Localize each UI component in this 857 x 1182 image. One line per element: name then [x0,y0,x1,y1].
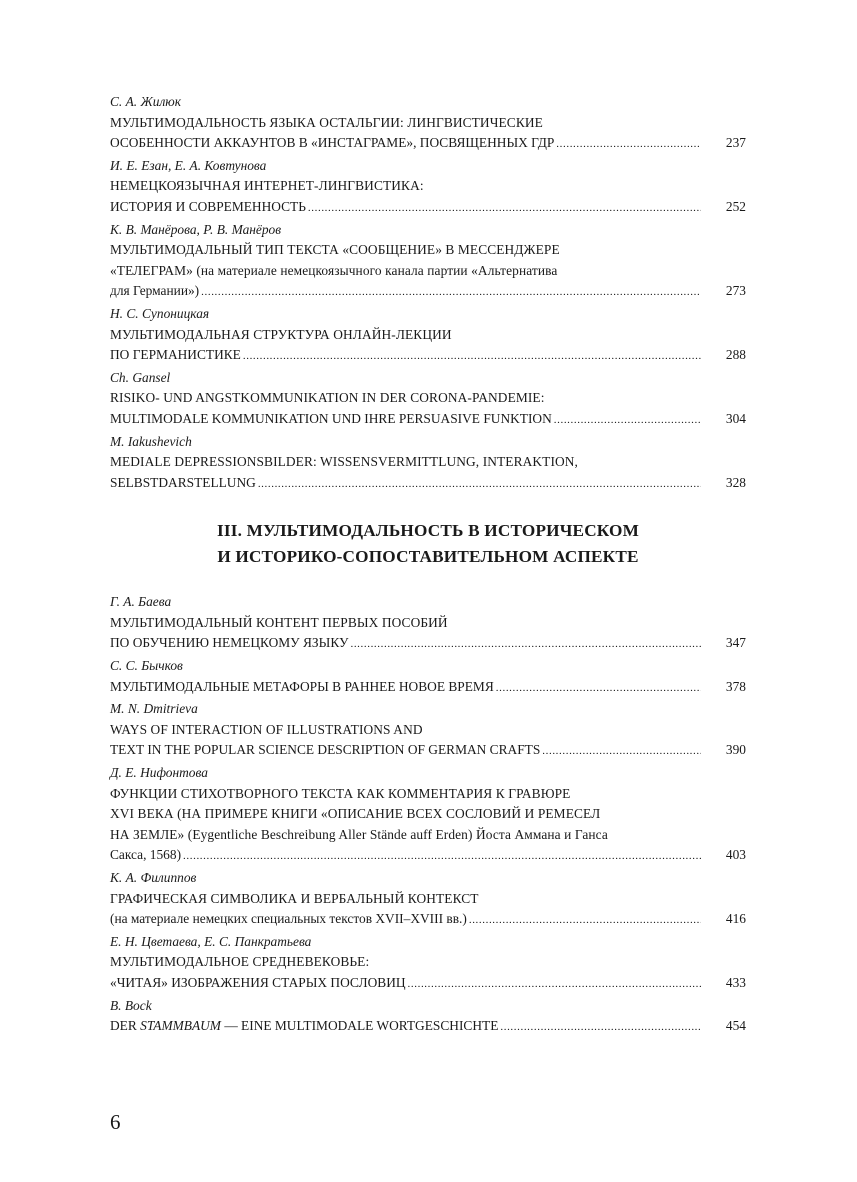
entry-title-line: WAYS OF INTERACTION OF ILLUSTRATIONS AND [110,721,423,737]
entry-title-line: «ЧИТАЯ» ИЗОБРАЖЕНИЯ СТАРЫХ ПОСЛОВИЦ [110,974,406,990]
page-number: 304 [725,410,746,426]
entry-title-last-line [110,909,746,931]
entry-author: С. А. Жилюк [110,94,182,109]
entry-author: B. Bock [110,997,152,1013]
entry-title-line: МУЛЬТИМОДАЛЬНЫЙ КОНТЕНТ ПЕРВЫХ ПОСОБИЙ [110,614,448,630]
entry-title-last-line [110,740,746,762]
entry-title-line: «ТЕЛЕГРАМ» (на материале немецкоязычного канала партии «Альтернатива [110,262,558,278]
toc-entry [110,432,746,495]
toc-entry [110,92,746,155]
entry-author: Ch. Gansel [110,369,171,385]
dot-leader [469,910,701,931]
entry-title-line: RISIKO- UND ANGSTKOMMUNIKATION IN DER CORONA-PANDEMIE: [110,390,545,406]
dot-leader [496,678,701,699]
entry-author: M. N. Dmitrieva [110,701,198,717]
entry-title-line: ОСОБЕННОСТИ АККАУНТОВ В «ИНСТАГРАМЕ», ПОСВЯЩЕННЫХ ГДР [110,135,555,151]
entry-title-last-line [110,281,746,303]
entry-author: Г. А. Баева [110,594,172,610]
dot-leader [258,474,701,495]
entry-author: Д. Е. Нифонтова [110,765,208,781]
entry-title-line: ГРАФИЧЕСКАЯ СИМВОЛИКА И ВЕРБАЛЬНЫЙ КОНТЕКСТ [110,890,479,906]
toc-entry [110,156,746,219]
toc-entry [110,699,746,762]
entry-title-line: ПО ГЕРМАНИСТИКЕ [110,347,241,363]
entry-title-last-line [110,409,746,431]
entry-title-line: XVI ВЕКА (НА ПРИМЕРЕ КНИГИ «ОПИСАНИЕ ВСЕХ СОСЛОВИЙ И РЕМЕСЕЛ [110,806,601,822]
toc-entry [110,932,746,995]
entry-author: M. Iakushevich [110,433,192,449]
table-of-contents [110,92,746,1038]
page-number: 416 [725,911,746,927]
dot-leader [554,410,701,431]
page-number: 403 [725,847,746,863]
entry-title-last-line [110,973,746,995]
toc-entry [110,996,746,1038]
entry-author: Н. С. Супоницкая [110,305,210,321]
entry-title-line: НА ЗЕМЛЕ» (Eygentliche Beschreibung Aller Stände auff Erden) Йоста Аммана и Ганса [110,826,608,842]
entry-title-last-line [110,133,746,155]
entry-title-line: МУЛЬТИМОДАЛЬНЫЙ ТИП ТЕКСТА «СООБЩЕНИЕ» В МЕССЕНДЖЕРЕ [110,242,560,258]
page-number: 378 [725,678,746,694]
page-number: 328 [725,474,746,490]
toc-entry [110,368,746,431]
page-number-footer: 6 [110,1110,121,1134]
entry-title-last-line [110,473,746,495]
page-number: 288 [725,347,746,363]
page-number: 454 [725,1018,746,1034]
toc-entry [110,304,746,367]
entry-title-line: МУЛЬТИМОДАЛЬНОСТЬ ЯЗЫКА ОСТАЛЬГИИ: ЛИНГВИСТИЧЕСКИЕ [110,114,543,130]
entry-author: К. В. Манёрова, Р. В. Манёров [110,221,282,237]
entry-title-last-line [110,197,746,219]
section-heading-line: И ИСТОРИКО-СОПОСТАВИТЕЛЬНОМ АСПЕКТЕ [217,547,639,567]
entry-title-italic: STAMMBAUM [140,1018,221,1034]
toc-entry [110,220,746,303]
dot-leader [556,134,701,155]
entry-title-line: TEXT IN THE POPULAR SCIENCE DESCRIPTION OF GERMAN CRAFTS [110,742,541,758]
page-number: 390 [725,742,746,758]
section-heading [110,518,746,570]
entry-title-line: MULTIMODALE KOMMUNIKATION UND IHRE PERSUASIVE FUNKTION [110,410,552,426]
entry-title-last-line [110,1016,746,1038]
page-number: 433 [725,974,746,990]
toc-entry [110,868,746,931]
entry-author: С. С. Бычков [110,658,183,674]
entry-title-line [110,1016,498,1037]
toc-entry [110,656,746,698]
entry-title-line: (на материале немецких специальных текстов XVII–XVIII вв.) [110,911,467,927]
page-number: 252 [725,198,746,214]
entry-title-line: НЕМЕЦКОЯЗЫЧНАЯ ИНТЕРНЕТ-ЛИНГВИСТИКА: [110,178,424,194]
toc-entry [110,763,746,867]
dot-leader [350,634,701,655]
page-number: 237 [725,135,746,151]
dot-leader [408,974,701,995]
entry-author: Е. Н. Цветаева, Е. С. Панкратьева [110,933,312,949]
entry-title-prefix: DER [110,1018,141,1034]
entry-title-line: ИСТОРИЯ И СОВРЕМЕННОСТЬ [110,198,306,214]
entry-title-line: Сакса, 1568) [110,847,182,863]
entry-title-rest: — EINE MULTIMODALE WORTGESCHICHTE [220,1018,499,1034]
entry-author: К. А. Филиппов [110,870,197,885]
section-heading-line: III. МУЛЬТИМОДАЛЬНОСТЬ В ИСТОРИЧЕСКОМ [216,521,640,541]
entry-title-last-line [110,845,746,867]
entry-title-last-line [110,677,746,699]
dot-leader [542,741,701,762]
entry-title-line: МУЛЬТИМОДАЛЬНАЯ СТРУКТУРА ОНЛАЙН-ЛЕКЦИИ [110,326,452,342]
dot-leader [308,198,701,219]
page-number: 347 [725,635,746,651]
dot-leader [201,282,701,303]
entry-title-line: МУЛЬТИМОДАЛЬНЫЕ МЕТАФОРЫ В РАННЕЕ НОВОЕ ВРЕМЯ [110,678,494,694]
entry-title-line: SELBSTDARSTELLUNG [110,474,256,490]
page-number: 273 [725,283,746,299]
dot-leader [500,1017,701,1038]
entry-title-last-line [110,345,746,367]
entry-title-line: для Германии») [110,283,200,299]
dot-leader [183,846,701,867]
dot-leader [243,346,701,367]
entry-title-line: ПО ОБУЧЕНИЮ НЕМЕЦКОМУ ЯЗЫКУ [110,635,349,651]
entry-title-line: ФУНКЦИИ СТИХОТВОРНОГО ТЕКСТА КАК КОММЕНТАРИЯ К ГРАВЮРЕ [110,785,571,801]
entry-title-line: МУЛЬТИМОДАЛЬНОЕ СРЕДНЕВЕКОВЬЕ: [110,954,370,970]
toc-entry [110,592,746,655]
entry-author: И. Е. Езан, Е. А. Ковтунова [110,157,267,173]
entry-title-line: MEDIALE DEPRESSIONSBILDER: WISSENSVERMITTLUNG, INTERAKTION, [110,454,578,470]
entry-title-last-line [110,633,746,655]
